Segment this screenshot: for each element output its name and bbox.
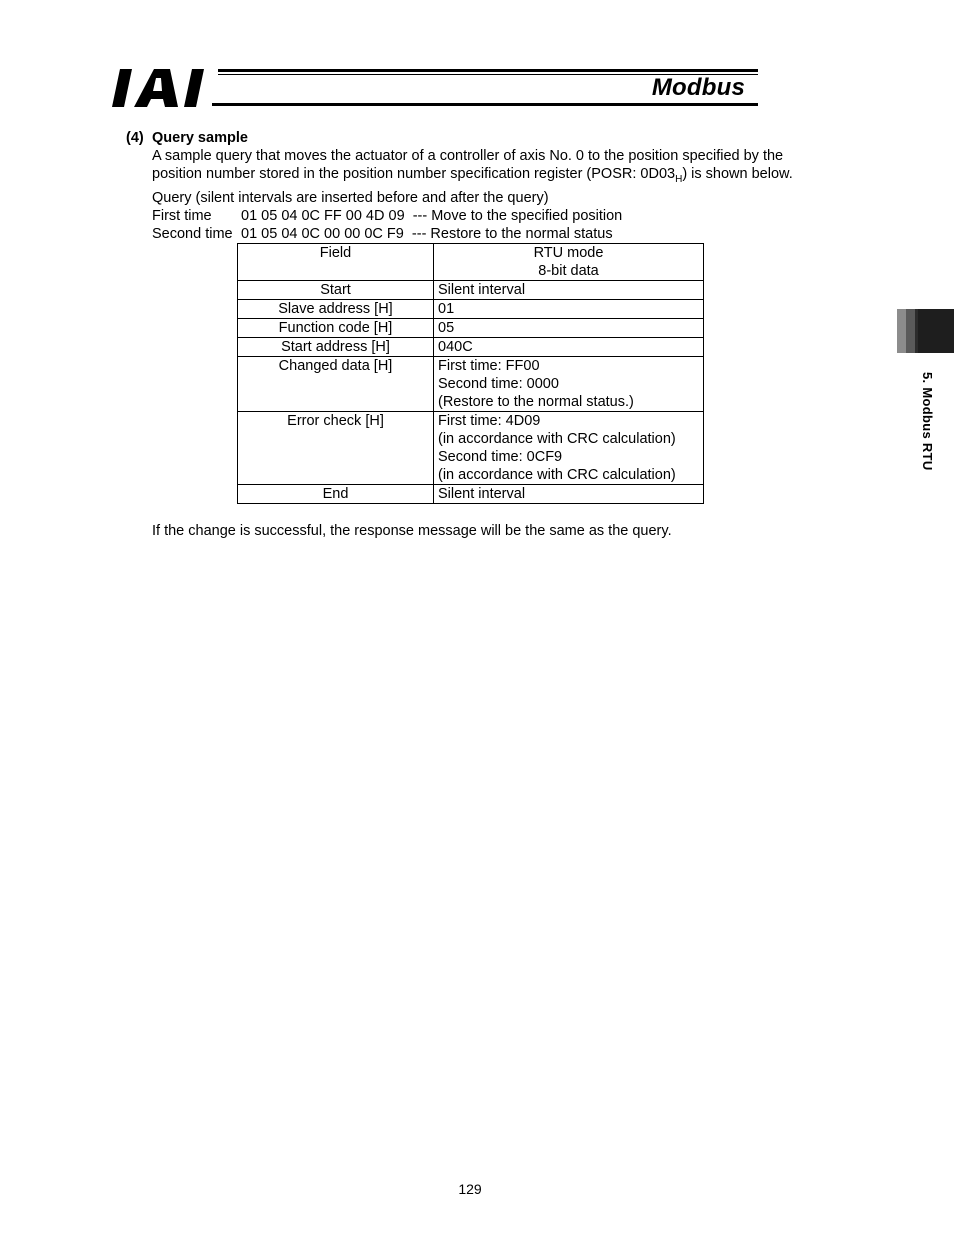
table-row: Error check [H] First time: 4D09 (in accordance with CRC calculation) Second time: 0CF9 (in accordance with CRC calculation): [238, 411, 704, 484]
header-rule-top: [218, 69, 758, 72]
table-row: Changed data [H] First time: FF00 Second time: 0000 (Restore to the normal status.): [238, 356, 704, 411]
query-intro: Query (silent intervals are inserted before and after the query): [152, 189, 549, 206]
query-line-second: Second time 01 05 04 0C 00 00 0C F9 --- Restore to the normal status: [152, 225, 613, 242]
intro-paragraph: A sample query that moves the actuator of a controller of axis No. 0 to the position specified by the position number stored in the position number specification register (POSR: $0D03_H$) is shown below.: [152, 148, 793, 185]
page-header-title: Modbus: [651, 74, 745, 101]
header-rule-bottom: [212, 103, 758, 106]
table-header-value: RTU mode 8-bit data: [434, 243, 704, 280]
query-line-first: First time 01 05 04 0C FF 00 4D 09 --- Move to the specified position: [152, 207, 623, 224]
section-title: Query sample: [152, 130, 248, 146]
table-header-row: [238, 243, 704, 280]
chapter-side-label: 5. Modbus RTU: [920, 372, 935, 471]
table-row: Slave address [H] 01: [238, 299, 704, 318]
table-row: Start Silent interval: [238, 280, 704, 299]
section-number: (4): [126, 130, 144, 146]
result-note: If the change is successful, the response message will be the same as the query.: [152, 522, 672, 539]
table-row: End Silent interval: [238, 484, 704, 503]
section-heading: [126, 129, 826, 147]
query-table: [237, 243, 704, 504]
table-row: Function code [H] 05: [238, 318, 704, 337]
table-header-field: Field: [238, 243, 434, 280]
page-number: 129: [458, 1181, 482, 1197]
iai-logo: [112, 69, 212, 107]
chapter-tab-marker: [897, 309, 954, 353]
main-content: [126, 129, 826, 540]
table-row: Start address [H] 040C: [238, 337, 704, 356]
